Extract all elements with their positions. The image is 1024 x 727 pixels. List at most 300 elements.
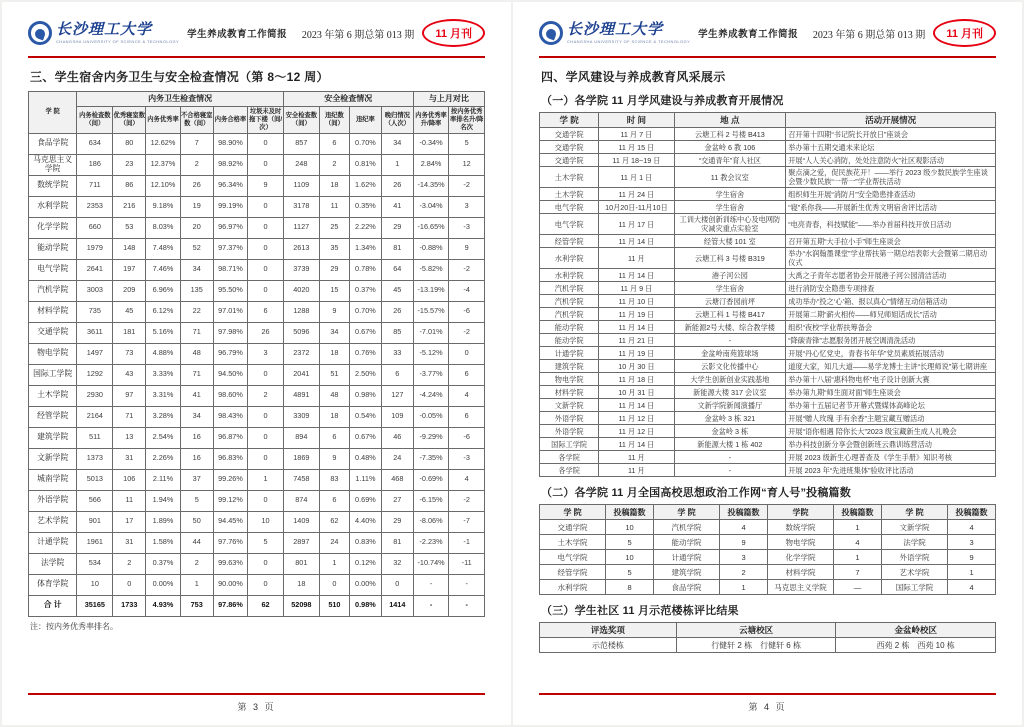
table-cell: 11 月 18 日	[599, 373, 674, 386]
table-row	[29, 217, 485, 238]
column-header: 学 院	[653, 505, 719, 520]
table-cell: 4891	[283, 385, 319, 406]
column-group-hygiene: 内务卫生检查情况	[77, 92, 284, 107]
table-cell: 国际工学院	[540, 438, 599, 451]
table-row	[540, 214, 996, 235]
table-cell: 127	[381, 385, 413, 406]
table-cell: 化学学院	[767, 550, 833, 565]
table-cell: 29	[381, 217, 413, 238]
table-cell: 2372	[283, 343, 319, 364]
table-cell: 37	[180, 469, 213, 490]
table-cell: 34	[381, 133, 413, 154]
table-cell: 7.48%	[146, 238, 181, 259]
table-cell: -11	[449, 553, 485, 574]
table-cell: -13.19%	[413, 280, 449, 301]
table-row	[540, 154, 996, 167]
table-cell: 1979	[77, 238, 113, 259]
table-cell: -6	[449, 427, 485, 448]
table-row	[29, 364, 485, 385]
table-cell: 96.83%	[213, 448, 248, 469]
table-cell: 0.54%	[349, 406, 381, 427]
table-cell: 71	[113, 406, 146, 427]
table-cell: 组织师生开展“消防月”安全隐患排查活动	[786, 188, 996, 201]
table-cell: -5.82%	[413, 259, 449, 280]
awards-table-header	[540, 623, 996, 638]
table-cell: 0	[381, 574, 413, 595]
table-row	[29, 511, 485, 532]
table-cell: 举办第十五届记者节开幕式暨媒体高峰论坛	[786, 399, 996, 412]
table-cell: 艺术学院	[29, 511, 77, 532]
table-cell: 2	[180, 553, 213, 574]
table-row	[29, 574, 485, 595]
table-cell: 1.11%	[349, 469, 381, 490]
table-cell: 48	[180, 343, 213, 364]
column-header: 学 院	[540, 113, 599, 128]
column-header: 学院	[767, 505, 833, 520]
table-row	[29, 301, 485, 322]
table-cell: 3	[248, 343, 284, 364]
table-cell: 1869	[283, 448, 319, 469]
table-cell: 0	[248, 490, 284, 511]
table-cell: 3003	[77, 280, 113, 301]
column-header: 投稿篇数	[720, 505, 768, 520]
table-cell: 文新学院	[29, 448, 77, 469]
table-cell: 3739	[283, 259, 319, 280]
table-cell: 4.88%	[146, 343, 181, 364]
table-row	[540, 425, 996, 438]
table-row	[540, 128, 996, 141]
table-cell: 51	[319, 364, 349, 385]
table-cell: -0.34%	[413, 133, 449, 154]
table-cell: 26	[381, 175, 413, 196]
table-cell: 53	[113, 217, 146, 238]
inspection-table	[28, 91, 485, 617]
table-row	[29, 385, 485, 406]
table-cell: 计通学院	[653, 550, 719, 565]
page-header	[539, 16, 996, 58]
table-cell: 0	[248, 196, 284, 217]
table-cell: -7.35%	[413, 448, 449, 469]
table-row	[540, 235, 996, 248]
table-cell: 894	[283, 427, 319, 448]
table-cell: 1	[948, 565, 996, 580]
table-cell: -7.01%	[413, 322, 449, 343]
table-cell: 0	[248, 427, 284, 448]
table-cell: 11 月 18~19 日	[599, 154, 674, 167]
table-cell: 交通学院	[540, 141, 599, 154]
table-cell: 1	[834, 550, 882, 565]
table-cell: 81	[381, 238, 413, 259]
table-cell: 17	[113, 511, 146, 532]
table-cell: 汽机学院	[29, 280, 77, 301]
table-cell: 马克思主义学院	[767, 580, 833, 595]
table-cell: 外语学院	[540, 412, 599, 425]
awards-table	[539, 622, 996, 653]
table-row	[29, 490, 485, 511]
table-row	[540, 412, 996, 425]
table-cell: 6	[449, 406, 485, 427]
table-cell: 9	[449, 238, 485, 259]
table-cell: -16.65%	[413, 217, 449, 238]
table-cell: 0	[248, 259, 284, 280]
table-cell: 0.98%	[349, 385, 381, 406]
table-cell: 0.78%	[349, 259, 381, 280]
table-cell: -2	[449, 175, 485, 196]
table-cell: 0.70%	[349, 133, 381, 154]
table-cell: 735	[77, 301, 113, 322]
table-cell: 5	[606, 535, 654, 550]
table-cell: 44	[180, 532, 213, 553]
table-row	[540, 201, 996, 214]
table-cell: -4.24%	[413, 385, 449, 406]
table-cell: 99.19%	[213, 196, 248, 217]
table-cell: 34	[180, 406, 213, 427]
table-cell: 土木学院	[540, 188, 599, 201]
column-header: 时 间	[599, 113, 674, 128]
table-cell: 135	[180, 280, 213, 301]
table-cell: -2	[449, 259, 485, 280]
table-cell: 工训大楼创新训练中心及电网防灾减灾重点实验室	[674, 214, 786, 235]
table-cell: 开展“语你相遇 陪你长大”2023 级宝藏新生成人礼晚会	[786, 425, 996, 438]
table-row	[29, 343, 485, 364]
table-cell: 12.37%	[146, 154, 181, 175]
table-cell: 汽机学院	[653, 520, 719, 535]
table-cell: 85	[381, 322, 413, 343]
table-cell: 86	[113, 175, 146, 196]
table-cell: -	[674, 464, 786, 477]
table-cell: 41	[180, 385, 213, 406]
table-cell: 云影文化传播中心	[674, 360, 786, 373]
table-cell: -	[449, 574, 485, 595]
table-cell: 开展“人人关心消防，处处注意防火”社区观影活动	[786, 154, 996, 167]
table-cell: 2164	[77, 406, 113, 427]
table-cell: 11 月 7 日	[599, 128, 674, 141]
table-cell: 电气学院	[540, 214, 599, 235]
table-cell: 交通学院	[540, 128, 599, 141]
table-cell: 0.67%	[349, 322, 381, 343]
table-cell: 1409	[283, 511, 319, 532]
table-cell: 2.50%	[349, 364, 381, 385]
bulletin-title: 学生养成教育工作简报	[698, 30, 799, 40]
table-cell: “降碳青锋”志愿服务团开展空调清洗活动	[786, 334, 996, 347]
table-row	[29, 154, 485, 175]
table-cell: 开展 2023 级新生心理普查及《学生手册》知识考核	[786, 451, 996, 464]
table-cell: 96.97%	[213, 217, 248, 238]
column-header: 优秀寝室数（间）	[113, 107, 146, 134]
column-header: 按内务优秀率排名升/降名次	[449, 107, 485, 134]
table-row	[29, 448, 485, 469]
table-cell: 5.16%	[146, 322, 181, 343]
table-cell: “交通青年”育人社区	[674, 154, 786, 167]
table-cell: 0	[248, 217, 284, 238]
table-row	[29, 280, 485, 301]
table-cell: 2	[113, 553, 146, 574]
table-cell: 1.94%	[146, 490, 181, 511]
table-cell: 18	[319, 343, 349, 364]
column-header: 云塘校区	[676, 623, 836, 638]
table-cell: 96.34%	[213, 175, 248, 196]
table-cell: 11 月 12 日	[599, 425, 674, 438]
column-group-compare: 与上月对比	[413, 92, 484, 107]
table-cell: 35165	[77, 595, 113, 616]
table-row	[29, 595, 485, 616]
table-cell: 材料学院	[767, 565, 833, 580]
table-cell: 水利学院	[540, 269, 599, 282]
table-cell: 建筑学院	[540, 360, 599, 373]
table-cell: 1	[248, 469, 284, 490]
awards-table-body	[540, 638, 996, 653]
table-cell: 0	[248, 238, 284, 259]
table-cell: 0.12%	[349, 553, 381, 574]
table-cell: -2	[449, 322, 485, 343]
table-cell: 0	[319, 574, 349, 595]
table-cell: 24	[381, 448, 413, 469]
table-cell: -5.12%	[413, 343, 449, 364]
activities-table-body	[540, 128, 996, 477]
table-cell: 3611	[77, 322, 113, 343]
table-row	[540, 438, 996, 451]
table-cell: 11 月 14 日	[599, 321, 674, 334]
table-cell: 3	[720, 550, 768, 565]
column-header: 学 院	[540, 505, 606, 520]
table-cell: 0	[248, 133, 284, 154]
issue-number: 2023 年第 6 期总第 013 期	[301, 29, 415, 41]
table-cell: 合 计	[29, 595, 77, 616]
table-cell: 10	[606, 520, 654, 535]
table-cell: 港子河公园	[674, 269, 786, 282]
table-cell: 29	[319, 259, 349, 280]
table-cell: 94.45%	[213, 511, 248, 532]
table-cell: 汽机学院	[540, 295, 599, 308]
table-cell: 示范楼栋	[540, 638, 677, 653]
table-cell: 汽机学院	[540, 282, 599, 295]
table-cell: 0.37%	[349, 280, 381, 301]
column-header: 内务检查数（间）	[77, 107, 113, 134]
table-cell: 国际工学院	[881, 580, 947, 595]
table-row	[540, 535, 996, 550]
table-cell: -6	[449, 301, 485, 322]
university-logo	[539, 21, 690, 45]
table-cell: 开展 2023 年“先进班集体”验收评比活动	[786, 464, 996, 477]
table-cell: 计通学院	[29, 532, 77, 553]
table-cell: 98.90%	[213, 133, 248, 154]
page-number: 第 4 页	[748, 702, 787, 712]
table-cell: 4.93%	[146, 595, 181, 616]
table-cell: 43	[113, 364, 146, 385]
table-cell: 艺术学院	[881, 565, 947, 580]
table-cell: -0.88%	[413, 238, 449, 259]
table-cell: 10 月 30 日	[599, 360, 674, 373]
table-cell: 99.26%	[213, 469, 248, 490]
table-cell: 11	[319, 196, 349, 217]
table-cell: 7458	[283, 469, 319, 490]
table-cell: 197	[113, 259, 146, 280]
table-row	[29, 238, 485, 259]
table-cell: 各学院	[540, 464, 599, 477]
table-cell: 711	[77, 175, 113, 196]
table-cell: 11 月 14 日	[599, 438, 674, 451]
table-cell: 土木学院	[540, 167, 599, 188]
column-header: 晚归情况（人次）	[381, 107, 413, 134]
table-row	[29, 175, 485, 196]
table-row	[29, 322, 485, 343]
table-cell: 举办第九期“师生面对面”师生座谈会	[786, 386, 996, 399]
column-header: 评选奖项	[540, 623, 677, 638]
table-row	[29, 469, 485, 490]
table-cell: 11 月 24 日	[599, 188, 674, 201]
table-cell: 2	[319, 154, 349, 175]
table-cell: 19	[180, 196, 213, 217]
table-cell: 33	[381, 343, 413, 364]
table-cell: 法学院	[29, 553, 77, 574]
table-cell: 0.00%	[146, 574, 181, 595]
table-cell: 0	[248, 574, 284, 595]
table-cell: 经管学院	[540, 565, 606, 580]
table-cell: 1	[319, 553, 349, 574]
table-cell: 10	[248, 511, 284, 532]
table-cell: 2930	[77, 385, 113, 406]
table-cell: 27	[381, 490, 413, 511]
table-cell: 0.98%	[349, 595, 381, 616]
table-cell: 0	[449, 343, 485, 364]
table-cell: 8.03%	[146, 217, 181, 238]
table-cell: 0.69%	[349, 490, 381, 511]
table-cell: 大学生创新创业实践基地	[674, 373, 786, 386]
table-cell: -	[674, 334, 786, 347]
table-cell: 1	[720, 580, 768, 595]
table-cell: 34	[319, 322, 349, 343]
table-cell: 216	[113, 196, 146, 217]
table-row	[540, 308, 996, 321]
table-cell: 10	[77, 574, 113, 595]
table-cell: 660	[77, 217, 113, 238]
table-cell: 97.98%	[213, 322, 248, 343]
table-cell: -9.29%	[413, 427, 449, 448]
table-cell: 186	[77, 154, 113, 175]
table-cell: 材料学院	[540, 386, 599, 399]
table-cell: 97	[113, 385, 146, 406]
table-cell: 4.40%	[349, 511, 381, 532]
table-cell: 学生宿舍	[674, 201, 786, 214]
table-cell: 9	[319, 448, 349, 469]
table-cell: 106	[113, 469, 146, 490]
table-cell: 1497	[77, 343, 113, 364]
table-cell: 0.00%	[349, 574, 381, 595]
table-row	[540, 321, 996, 334]
table-cell: 97.86%	[213, 595, 248, 616]
table-cell: 文新学院新闻演播厅	[674, 399, 786, 412]
table-cell: 11 月 17 日	[599, 214, 674, 235]
table-cell: 举办第十八届“惠科物电杯”电子设计创新大赛	[786, 373, 996, 386]
table-row	[540, 399, 996, 412]
table-cell: 水利学院	[540, 248, 599, 269]
table-cell: -1	[449, 532, 485, 553]
table-cell: -0.05%	[413, 406, 449, 427]
table-cell: 5	[180, 490, 213, 511]
table-cell: 学生宿舍	[674, 282, 786, 295]
table-cell: 90.00%	[213, 574, 248, 595]
table-cell: 9	[248, 175, 284, 196]
table-cell: -2	[449, 490, 485, 511]
table-cell: 5	[248, 532, 284, 553]
column-header: 学 院	[29, 92, 77, 134]
table-cell: 16	[180, 427, 213, 448]
table-cell: 经管大楼 101 室	[674, 235, 786, 248]
table-row	[540, 188, 996, 201]
activities-table	[539, 112, 996, 477]
university-name-en: CHANGSHA UNIVERSITY OF SCIENCE & TECHNOLOGY	[567, 39, 691, 44]
table-cell: 食品学院	[653, 580, 719, 595]
table-cell: 11 月 19 日	[599, 308, 674, 321]
table-cell: -0.69%	[413, 469, 449, 490]
table-cell: 计通学院	[540, 347, 599, 360]
table-cell: 26	[381, 301, 413, 322]
table-cell: 4	[834, 535, 882, 550]
table-cell: 电气学院	[540, 550, 606, 565]
table-cell: 新能源2号大楼、综合教学楼	[674, 321, 786, 334]
table-cell: 电气学院	[29, 259, 77, 280]
subsection-title-awards: （三）学生社区 11 月示范楼栋评比结果	[541, 605, 739, 617]
table-cell: 18	[283, 574, 319, 595]
table-cell: 11 月 15 日	[599, 141, 674, 154]
table-cell: 举办“水润翰墨课堂”学业帮扶第一期总结表彰大会暨第二期启动仪式	[786, 248, 996, 269]
table-cell: 能动学院	[540, 321, 599, 334]
table-cell: 52098	[283, 595, 319, 616]
table-row	[29, 133, 485, 154]
page-left	[2, 2, 511, 725]
table-cell: 交通学院	[540, 520, 606, 535]
table-cell: 学生宿舍	[674, 188, 786, 201]
table-cell: 2641	[77, 259, 113, 280]
column-header: 不合格寝室数（间）	[180, 107, 213, 134]
table-cell: 62	[319, 511, 349, 532]
table-row	[540, 347, 996, 360]
table-cell: -6.15%	[413, 490, 449, 511]
table-cell: 物电学院	[767, 535, 833, 550]
table-cell: 物电学院	[540, 373, 599, 386]
table-cell: 5013	[77, 469, 113, 490]
university-logo-icon	[28, 21, 52, 45]
table-cell: 6	[319, 133, 349, 154]
table-cell: 7	[834, 565, 882, 580]
table-cell: 召开第十四期“书记院长开放日”座谈会	[786, 128, 996, 141]
table-cell: 3.31%	[146, 385, 181, 406]
table-cell: 0.70%	[349, 301, 381, 322]
university-name-en: CHANGSHA UNIVERSITY OF SCIENCE & TECHNOLOGY	[56, 39, 180, 44]
table-cell: 11 月 9 日	[599, 282, 674, 295]
table-cell: 0.37%	[146, 553, 181, 574]
table-cell: 12.62%	[146, 133, 181, 154]
table-cell: 874	[283, 490, 319, 511]
table-cell: 9	[319, 301, 349, 322]
table-cell: 1961	[77, 532, 113, 553]
table-cell: -10.74%	[413, 553, 449, 574]
table-cell: 水利学院	[29, 196, 77, 217]
table-cell: 数统学院	[767, 520, 833, 535]
table-cell: 文新学院	[540, 399, 599, 412]
table-cell: 6	[449, 364, 485, 385]
table-cell: 4	[948, 580, 996, 595]
table-cell: 1373	[77, 448, 113, 469]
submissions-table-body	[540, 520, 996, 595]
table-cell: 10	[606, 550, 654, 565]
table-cell: 城南学院	[29, 469, 77, 490]
table-cell: 2.22%	[349, 217, 381, 238]
table-cell: 6.96%	[146, 280, 181, 301]
table-cell: 6	[319, 490, 349, 511]
table-cell: 83	[319, 469, 349, 490]
table-cell: 22	[180, 301, 213, 322]
